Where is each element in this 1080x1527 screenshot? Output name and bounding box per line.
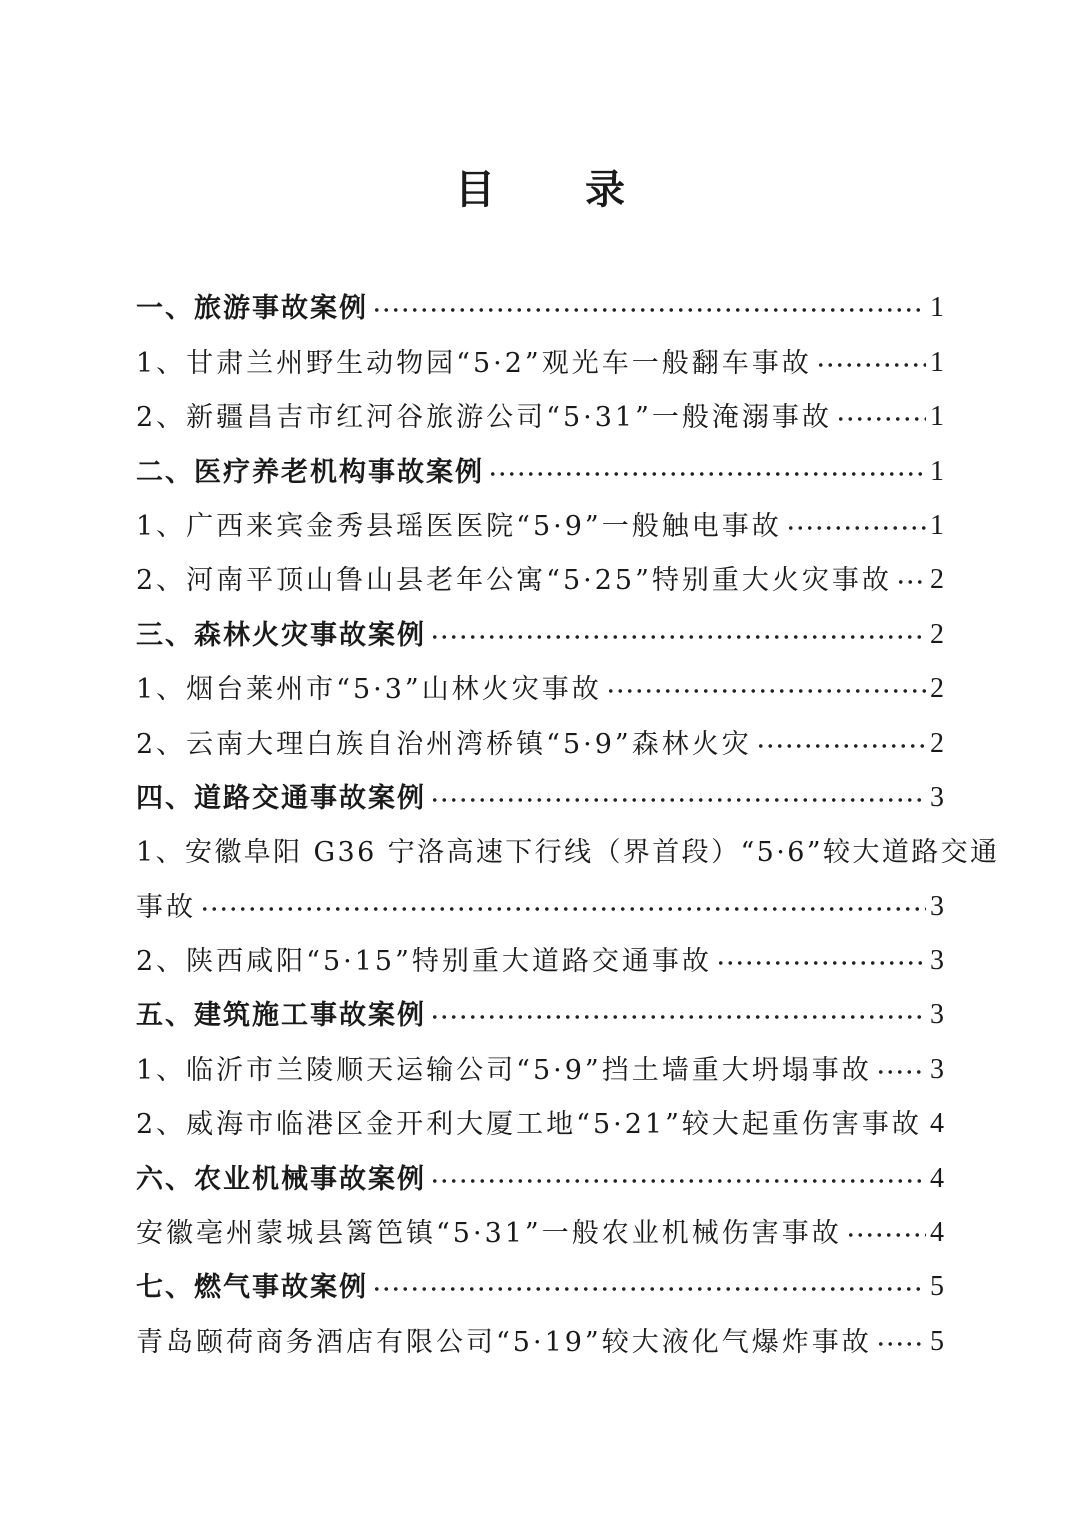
toc-entry-label: 事故 <box>136 891 196 923</box>
toc-dot-leader <box>488 464 926 484</box>
toc-page-number: 1 <box>930 346 944 378</box>
toc-page-number: 5 <box>930 1271 944 1303</box>
toc-entry[interactable] <box>136 713 944 767</box>
toc-dot-leader <box>430 1007 926 1027</box>
toc-entry[interactable] <box>136 876 944 930</box>
toc-section-heading[interactable] <box>136 768 944 822</box>
toc-entry[interactable] <box>136 332 944 386</box>
toc-entry-label: 安徽亳州蒙城县篱笆镇“5·31”一般农业机械伤害事故 <box>136 1218 842 1250</box>
toc-dot-leader <box>896 572 926 592</box>
toc-entry-label: 青岛颐荷商务酒店有限公司“5·19”较大液化气爆炸事故 <box>136 1326 872 1358</box>
toc-entry-label: 1、安徽阜阳 G36 宁洛高速下行线（界首段）“5·6”较大道路交通 <box>136 837 1000 869</box>
toc-entry[interactable] <box>136 496 944 550</box>
toc-page-number: 1 <box>930 292 944 324</box>
toc-entry[interactable] <box>136 1094 944 1148</box>
toc-dot-leader <box>846 1225 926 1245</box>
toc-dot-leader <box>836 409 926 429</box>
toc-dot-leader <box>606 681 926 701</box>
toc-dot-leader <box>430 1171 926 1191</box>
toc-page-number: 2 <box>930 564 944 596</box>
toc-entry-label: 2、陕西咸阳“5·15”特别重大道路交通事故 <box>136 946 712 978</box>
toc-page-number: 2 <box>930 727 944 759</box>
toc-page-number: 1 <box>930 455 944 487</box>
toc-entry-label: 1、烟台莱州市“5·3”山林火灾事故 <box>136 674 602 706</box>
toc-dot-leader <box>430 627 926 647</box>
toc-entry-label: 1、甘肃兰州野生动物园“5·2”观光车一般翻车事故 <box>136 347 812 379</box>
toc-entry-label: 2、新疆昌吉市红河谷旅游公司“5·31”一般淹溺事故 <box>136 402 832 434</box>
toc-page-number: 4 <box>930 1217 944 1249</box>
toc-dot-leader <box>816 355 926 375</box>
toc-entry-label: 2、河南平顶山鲁山县老年公寓“5·25”特别重大火灾事故 <box>136 565 892 597</box>
toc-dot-leader <box>876 1334 926 1354</box>
toc-entry[interactable] <box>136 1203 944 1257</box>
toc-dot-leader <box>716 953 926 973</box>
toc-entry[interactable] <box>136 659 944 713</box>
toc-section-heading[interactable] <box>136 1148 944 1202</box>
toc-dot-leader <box>430 790 926 810</box>
toc-page-number: 3 <box>930 890 944 922</box>
toc-dot-leader <box>372 1279 926 1299</box>
toc-dot-leader <box>756 736 926 756</box>
toc-page-number: 5 <box>930 1325 944 1357</box>
toc-page-number: 1 <box>930 509 944 541</box>
toc-entry-label: 2、威海市临港区金开利大厦工地“5·21”较大起重伤害事故 <box>136 1109 922 1141</box>
toc-entry-label: 七、燃气事故案例 <box>136 1272 368 1304</box>
toc-entry[interactable] <box>136 1311 944 1365</box>
toc-page-number: 4 <box>930 1108 944 1140</box>
toc-section-heading[interactable] <box>136 1257 944 1311</box>
toc-entry-label: 五、建筑施工事故案例 <box>136 1000 426 1032</box>
toc-page-number: 1 <box>930 401 944 433</box>
toc-entry-label: 2、云南大理白族自治州湾桥镇“5·9”森林火灾 <box>136 728 752 760</box>
toc-page-number: 3 <box>930 1053 944 1085</box>
toc-section-heading[interactable] <box>136 604 944 658</box>
toc-page-number: 3 <box>930 781 944 813</box>
toc-entry-label: 1、广西来宾金秀县瑶医医院“5·9”一般触电事故 <box>136 510 782 542</box>
toc-section-heading[interactable] <box>136 985 944 1039</box>
toc-entry[interactable] <box>136 822 1000 876</box>
toc-dot-leader <box>200 899 926 919</box>
toc-entry-label: 六、农业机械事故案例 <box>136 1163 426 1195</box>
toc-dot-leader <box>786 518 926 538</box>
toc-page-number: 2 <box>930 673 944 705</box>
toc-entry[interactable] <box>136 1039 944 1093</box>
toc-entry-label: 1、临沂市兰陵顺天运输公司“5·9”挡土墙重大坍塌事故 <box>136 1054 872 1086</box>
toc-dot-leader <box>372 300 926 320</box>
toc-section-heading[interactable] <box>136 441 944 495</box>
toc-entry-label: 三、森林火灾事故案例 <box>136 619 426 651</box>
toc-entry[interactable] <box>136 387 944 441</box>
toc-entry[interactable] <box>136 931 944 985</box>
toc-entry-label: 二、医疗养老机构事故案例 <box>136 456 484 488</box>
toc-page-number: 3 <box>930 999 944 1031</box>
toc-page-number: 2 <box>930 618 944 650</box>
page-title: 目 录 <box>455 167 663 213</box>
table-of-contents <box>136 278 1000 1366</box>
toc-entry-label: 一、旅游事故案例 <box>136 293 368 325</box>
toc-entry[interactable] <box>136 550 944 604</box>
toc-entry-label: 四、道路交通事故案例 <box>136 782 426 814</box>
toc-page-number: 4 <box>930 1162 944 1194</box>
toc-section-heading[interactable] <box>136 278 944 332</box>
toc-page-number: 3 <box>930 945 944 977</box>
toc-dot-leader <box>876 1062 926 1082</box>
